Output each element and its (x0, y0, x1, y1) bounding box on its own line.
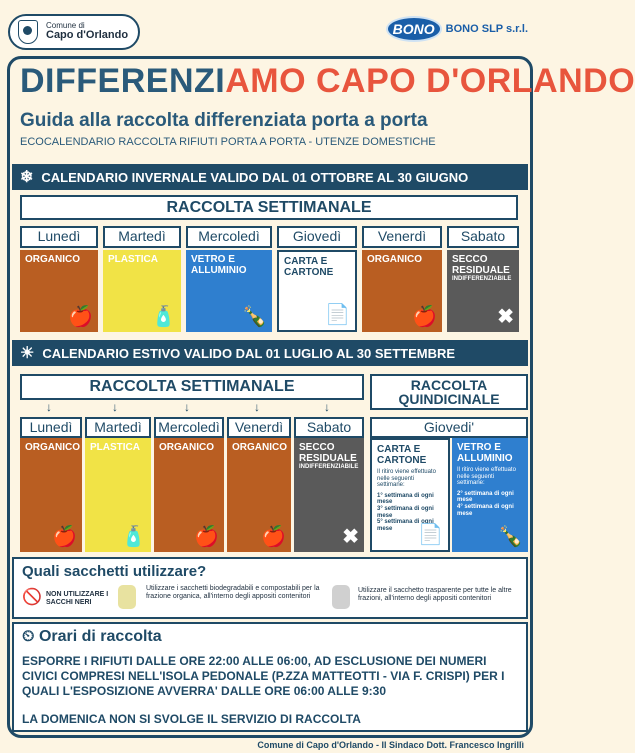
bags-bio: Utilizzare i sacchetti biodegradabili e compostabili per la frazione organica, all'interno degli appositi contenitori (146, 585, 320, 601)
carta-week-2: 3° settimana di ogni mese (377, 505, 434, 519)
bono-logo-mark: BONO (386, 16, 442, 42)
arrow-down-icon: ↓ (46, 400, 52, 414)
winter-card-plastica (103, 250, 181, 332)
title-part2: AMO CAPO D'ORLANDO (225, 62, 635, 100)
orari-text: ESPORRE I RIFIUTI DALLE ORE 22:00 ALLE 06:00, AD ESCLUSIONE DEI NUMERI CIVICI COMPRESI NELL'ISOLA PEDONALE (P.ZZA MATTEOTTI - VIA F. CRISPI) PER I QUALI L'ESPOSIZIONE AVVERRA' DALLE ORE 06:00 ALLE 9:30 (22, 654, 505, 698)
summer-day-gio: Giovedi' (370, 417, 528, 438)
card-label: VETRO E ALLUMINIO (191, 254, 247, 276)
card-sublabel: INDIFFERENZIABILE (299, 464, 359, 470)
summer-bar-label: CALENDARIO ESTIVO VALIDO DAL 01 LUGLIO AL 30 SETTEMBRE (42, 345, 456, 361)
bags-trasp: Utilizzare il sacchetto trasparente per tutte le altre frazioni, all'interno degli appositi contenitori (358, 587, 512, 603)
summer-day-mer: Mercoledì (154, 417, 224, 438)
summer-card-organico-2 (154, 438, 224, 552)
arrow-down-icon: ↓ (184, 400, 190, 414)
card-label: PLASTICA (108, 254, 158, 265)
card-label: CARTA E CARTONE (284, 256, 334, 278)
winter-card-vetro (186, 250, 272, 332)
bags-box (12, 557, 528, 619)
footer: Comune di Capo d'Orlando - Il Sindaco Dott. Francesco Ingrillì (257, 740, 524, 750)
trash-icon: ✖ (342, 526, 359, 548)
summer-card-plastica (85, 438, 151, 552)
summer-section: RACCOLTA SETTIMANALE (20, 374, 364, 400)
paper-icon: 📄 (418, 524, 443, 546)
winter-day-sab: Sabato (447, 226, 519, 248)
vetro-note: Il ritiro viene effettuato nelle seguenti settimane: (457, 467, 516, 487)
vetro-week-1: 2° settimana di ogni mese (457, 490, 514, 504)
summer-day-ven: Venerdì (227, 417, 291, 438)
black-bag-icon: 🚫 (22, 589, 42, 606)
summer-card-organico-3 (227, 438, 291, 552)
page-title (20, 62, 635, 101)
arrow-down-icon: ↓ (324, 400, 330, 414)
card-label: VETRO E ALLUMINIO (457, 442, 513, 464)
winter-card-secco (447, 250, 519, 332)
winter-day-ven: Venerdì (362, 226, 442, 248)
summer-card-vetro (452, 438, 528, 552)
card-label: PLASTICA (90, 442, 140, 453)
sun-icon: ☀ (20, 345, 35, 362)
bottle-icon: 🧴 (151, 306, 176, 328)
carta-week-3: 5° settimana di ogni mese (377, 519, 434, 532)
bono-logo (386, 16, 528, 42)
winter-card-organico (20, 250, 98, 332)
bio-bag-icon (118, 585, 136, 609)
transparent-bag-icon (332, 585, 350, 609)
winter-bar-label: CALENDARIO INVERNALE VALIDO DAL 01 OTTOBRE AL 30 GIUGNO (41, 169, 469, 185)
glass-bottle-icon: 🍾 (242, 306, 267, 328)
snowflake-icon: ❄ (20, 169, 34, 186)
summer-day-sab: Sabato (294, 417, 364, 438)
eco-label: ECOCALENDARIO RACCOLTA RIFIUTI PORTA A PORTA - UTENZE DOMESTICHE (20, 136, 436, 148)
orari-title-label: Orari di raccolta (38, 628, 162, 645)
card-label: ORGANICO (25, 442, 80, 453)
subtitle: Guida alla raccolta differenziata porta a porta (20, 110, 428, 131)
glass-bottle-icon: 🍾 (498, 526, 523, 548)
summer-section-2: RACCOLTA QUINDICINALE (370, 374, 528, 410)
comune-name: Capo d'Orlando (46, 29, 129, 42)
vetro-week-2: 4° settimana di ogni mese (457, 503, 514, 517)
winter-card-carta (277, 250, 357, 332)
comune-logo (8, 14, 140, 50)
summer-card-organico (20, 438, 82, 552)
card-label: ORGANICO (232, 442, 287, 453)
summer-card-secco (294, 438, 364, 552)
summer-bar (12, 340, 528, 366)
card-label: SECCO RESIDUALE (452, 254, 510, 276)
clock-icon: ⏲ (22, 628, 39, 645)
winter-day-lun: Lunedì (20, 226, 98, 248)
arrow-down-icon: ↓ (112, 400, 118, 414)
fish-bone-icon: 🍎 (194, 526, 219, 548)
winter-card-organico-2 (362, 250, 442, 332)
winter-day-mar: Martedì (103, 226, 181, 248)
crest-icon (18, 20, 38, 44)
winter-day-mer: Mercoledì (186, 226, 272, 248)
fish-bone-icon: 🍎 (412, 306, 437, 328)
bottle-icon: 🧴 (121, 526, 146, 548)
trash-icon: ✖ (497, 306, 514, 328)
card-label: ORGANICO (159, 442, 214, 453)
carta-note: Il ritiro viene effettuato nelle seguenti settimane: (377, 469, 436, 489)
paper-icon: 📄 (325, 304, 350, 326)
card-label: CARTA E CARTONE (377, 444, 427, 466)
orari-box (12, 622, 528, 732)
carta-week-1: 1° settimana di ogni mese (377, 492, 434, 506)
card-label: ORGANICO (25, 254, 80, 265)
arrow-down-icon: ↓ (254, 400, 260, 414)
summer-day-mar: Martedì (85, 417, 151, 438)
card-label: ORGANICO (367, 254, 422, 265)
winter-day-gio: Giovedì (277, 226, 357, 248)
orari-domenica: LA DOMENICA NON SI SVOLGE IL SERVIZIO DI RACCOLTA (22, 712, 361, 726)
card-sublabel: INDIFFERENZIABILE (452, 276, 512, 282)
orari-title (22, 628, 162, 646)
summer-day-lun: Lunedì (20, 417, 82, 438)
bags-title: Quali sacchetti utilizzare? (22, 563, 207, 580)
bags-no: NON UTILIZZARE I SACCHI NERI (46, 591, 109, 607)
title-part1: DIFFERENZI (20, 62, 226, 100)
fish-bone-icon: 🍎 (68, 306, 93, 328)
fish-bone-icon: 🍎 (52, 526, 77, 548)
winter-bar (12, 164, 528, 190)
comune-label: Comune di (46, 21, 85, 31)
summer-card-carta (370, 438, 450, 552)
winter-section: RACCOLTA SETTIMANALE (20, 195, 518, 220)
card-label: SECCO RESIDUALE (299, 442, 357, 464)
bono-name: BONO SLP s.r.l. (445, 23, 528, 35)
fish-bone-icon: 🍎 (261, 526, 286, 548)
